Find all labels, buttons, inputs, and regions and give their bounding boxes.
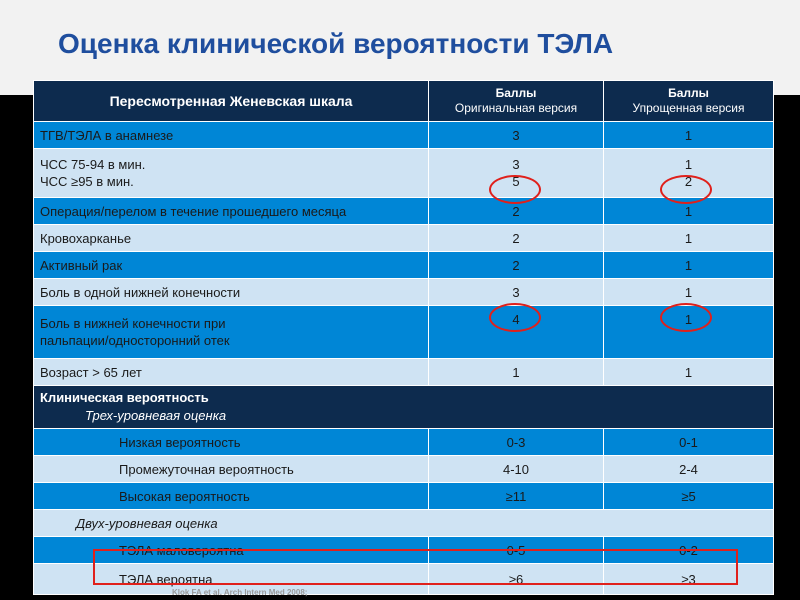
section-subtitle: Трех-уровневая оценка [85, 408, 227, 423]
row-original-score: 4 [429, 306, 604, 359]
row-original-score: 3 [429, 279, 604, 306]
row-label: ТГВ/ТЭЛА в анамнезе [34, 122, 429, 149]
header-simplified-version [604, 81, 774, 122]
row-original-score: 2 [429, 252, 604, 279]
score-line: 3 [512, 157, 520, 172]
row-original-score: 2 [429, 198, 604, 225]
row-simplified-score: 0-2 [604, 537, 774, 564]
row-label: ТЭЛА маловероятна [34, 537, 429, 564]
header-simplified-points: Баллы [668, 86, 709, 100]
geneva-score-table-wrap [33, 80, 773, 595]
row-simplified-score: 1 [604, 252, 774, 279]
score-line: 5 [512, 174, 520, 189]
table-row [34, 483, 774, 510]
row-original-score: ≥11 [429, 483, 604, 510]
row-simplified-score: 1 [604, 225, 774, 252]
row-label-line: Боль в нижней конечности при [40, 316, 226, 331]
row-simplified-score: 1 [604, 306, 774, 359]
table-row [34, 122, 774, 149]
row-label: Кровохарканье [34, 225, 429, 252]
table-row [34, 252, 774, 279]
row-label: Низкая вероятность [34, 429, 429, 456]
header-original-version [429, 81, 604, 122]
row-label: Боль в одной нижней конечности [34, 279, 429, 306]
row-original-score: ≥6 [429, 564, 604, 595]
header-scale-name: Пересмотренная Женевская шкала [34, 81, 429, 122]
score-line: 2 [684, 174, 693, 189]
highlight-circle [489, 175, 541, 204]
row-original-score: 0-3 [429, 429, 604, 456]
table-row [34, 225, 774, 252]
header-original-label: Оригинальная версия [454, 101, 578, 115]
table-row [34, 359, 774, 386]
highlight-circle [489, 303, 541, 332]
table-header-row [34, 81, 774, 122]
row-label: Промежуточная вероятность [34, 456, 429, 483]
row-simplified-score: 1 [604, 198, 774, 225]
highlight-circle [660, 175, 712, 204]
table-row [34, 198, 774, 225]
row-label-line: ЧСС 75-94 в мин. [40, 157, 146, 172]
table-row [34, 456, 774, 483]
row-original-score: 1 [429, 359, 604, 386]
slide-title: Оценка клинической вероятности ТЭЛА [58, 28, 614, 59]
table-row [34, 279, 774, 306]
row-original-score: 2 [429, 225, 604, 252]
row-original-score: 3 [429, 122, 604, 149]
row-simplified-score: 1 [604, 359, 774, 386]
row-label: Высокая вероятность [34, 483, 429, 510]
row-original-score: 0-5 [429, 537, 604, 564]
row-label [34, 306, 429, 359]
table-row [34, 429, 774, 456]
section-title: Клиническая вероятность [40, 390, 209, 405]
table-row [34, 510, 774, 537]
source-note: Klok FA et al. Arch Intern Med 2008; [172, 588, 308, 597]
row-label [34, 149, 429, 198]
row-label: Возраст > 65 лет [34, 359, 429, 386]
section-header-row [34, 386, 774, 429]
row-simplified-score: ≥3 [604, 564, 774, 595]
row-simplified-score: 0-1 [604, 429, 774, 456]
two-level-title: Двух-уровневая оценка [34, 510, 774, 537]
row-simplified-score: 1 [604, 279, 774, 306]
row-label: ТЭЛА вероятна [34, 564, 429, 595]
row-label-line: пальпации/односторонний отек [40, 333, 230, 348]
row-label-line: ЧСС ≥95 в мин. [40, 174, 134, 189]
section-header [34, 386, 774, 429]
header-simplified-label: Упрощенная версия [632, 101, 745, 115]
score-line: 1 [684, 157, 693, 172]
row-label: Операция/перелом в течение прошедшего месяца [34, 198, 429, 225]
row-label: Активный рак [34, 252, 429, 279]
geneva-score-table [33, 80, 774, 595]
row-simplified-score: 1 [604, 122, 774, 149]
header-original-points: Баллы [495, 86, 537, 100]
row-simplified-score: ≥5 [604, 483, 774, 510]
row-original-score: 4-10 [429, 456, 604, 483]
highlight-circle [660, 303, 712, 332]
highlight-box [93, 549, 738, 585]
row-simplified-score: 2-4 [604, 456, 774, 483]
